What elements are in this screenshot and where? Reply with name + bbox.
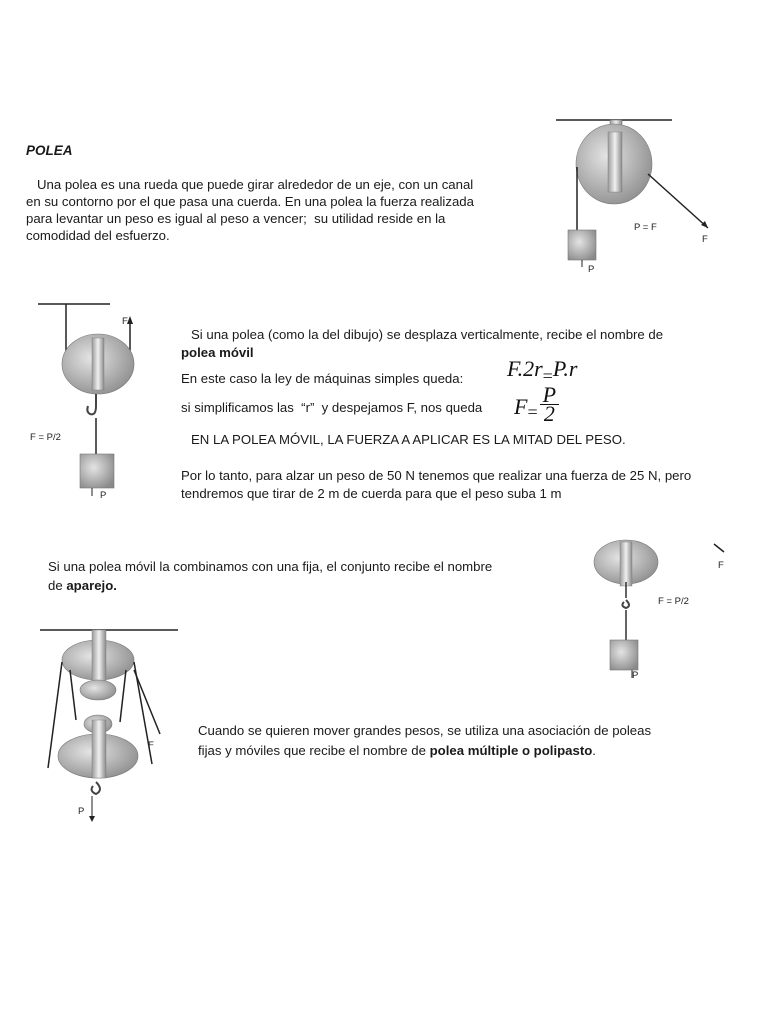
movable-pulley-f-label: F [122, 316, 128, 327]
example-line-1: Por lo tanto, para alzar un peso de 50 N tenemos que realizar una fuerza de 25 N, pero [181, 468, 692, 483]
fixed-pulley-f-label: F [702, 234, 708, 245]
simple-machines-law-text: En este caso la ley de máquinas simples queda: [181, 371, 464, 386]
formula-half-weight-fraction [540, 382, 559, 426]
polipasto-p-label: P [78, 806, 85, 817]
formula-half-weight-num: P [540, 386, 559, 405]
aparejo-force-label: F = P/2 [658, 596, 689, 607]
polipasto-f-label: F [148, 740, 154, 751]
formula-half-weight-den: 2 [543, 401, 555, 426]
aparejo-term: aparejo. [66, 578, 117, 593]
fixed-pulley-eq-label: P = F [634, 222, 657, 233]
movable-pulley-force-label: F = P/2 [30, 432, 61, 443]
polea-definition-line-3: para levantar un peso es igual al peso a vencer; su utilidad reside en la [26, 211, 446, 226]
simplify-text-post: , nos queda [413, 400, 483, 415]
aparejo-term-line [48, 577, 117, 594]
aparejo-p-label: P [632, 670, 639, 681]
formula-half-weight-eq: = [527, 402, 538, 422]
polea-definition-line-2: en su contorno por el que pasa una cuerda. En una polea la fuerza realizada [26, 194, 474, 209]
polipasto-intro: Cuando se quieren mover grandes pesos, se utiliza una asociación de poleas [198, 723, 652, 738]
aparejo-term-pre: de [48, 578, 67, 593]
movable-pulley-intro: Si una polea (como la del dibujo) se desplaza verticalmente, recibe el nombre de [191, 327, 664, 342]
movable-pulley-figure [30, 298, 160, 508]
formula-half-weight [514, 382, 559, 426]
formula-force-balance-left: F.2r [507, 356, 543, 381]
fixed-pulley-p-label: P [588, 264, 595, 275]
section-title-polea: POLEA [26, 143, 73, 158]
polipasto-term-post: . [592, 743, 596, 758]
movable-pulley-p-label: P [100, 490, 107, 501]
example-line-2: tendremos que tirar de 2 m de cuerda para que el peso suba 1 m [181, 486, 562, 501]
polea-definition [26, 176, 474, 244]
aparejo-f-label: F [718, 560, 724, 571]
movable-pulley-rule: EN LA POLEA MÓVIL, LA FUERZA A APLICAR ES LA MITAD DEL PESO. [191, 432, 626, 447]
polipasto-term-pre: fijas y móviles que recibe el nombre de [198, 743, 430, 758]
polipasto-figure [36, 624, 196, 824]
aparejo-intro: Si una polea móvil la combinamos con una fija, el conjunto recibe el nombre [48, 559, 493, 574]
polipasto-term: polea múltiple o polipasto [429, 743, 593, 758]
aparejo-figure [592, 538, 742, 688]
simplify-text [181, 399, 482, 416]
formula-half-weight-left: F [514, 394, 528, 419]
polea-definition-line-1: Una polea es una rueda que puede girar alrededor de un eje, con un canal [26, 177, 474, 192]
simplify-text-f: F [406, 400, 414, 415]
formula-force-balance-eq: = [542, 366, 553, 386]
polipasto-term-line [198, 742, 596, 759]
polea-definition-line-4: comodidad del esfuerzo. [26, 228, 170, 243]
formula-force-balance-right: P.r [552, 356, 578, 381]
movable-pulley-term: polea móvil [181, 345, 254, 360]
simplify-text-pre: si simplificamos las “r” y despejamos [181, 400, 407, 415]
fixed-pulley-figure [548, 112, 728, 275]
formula-force-balance [507, 356, 578, 386]
